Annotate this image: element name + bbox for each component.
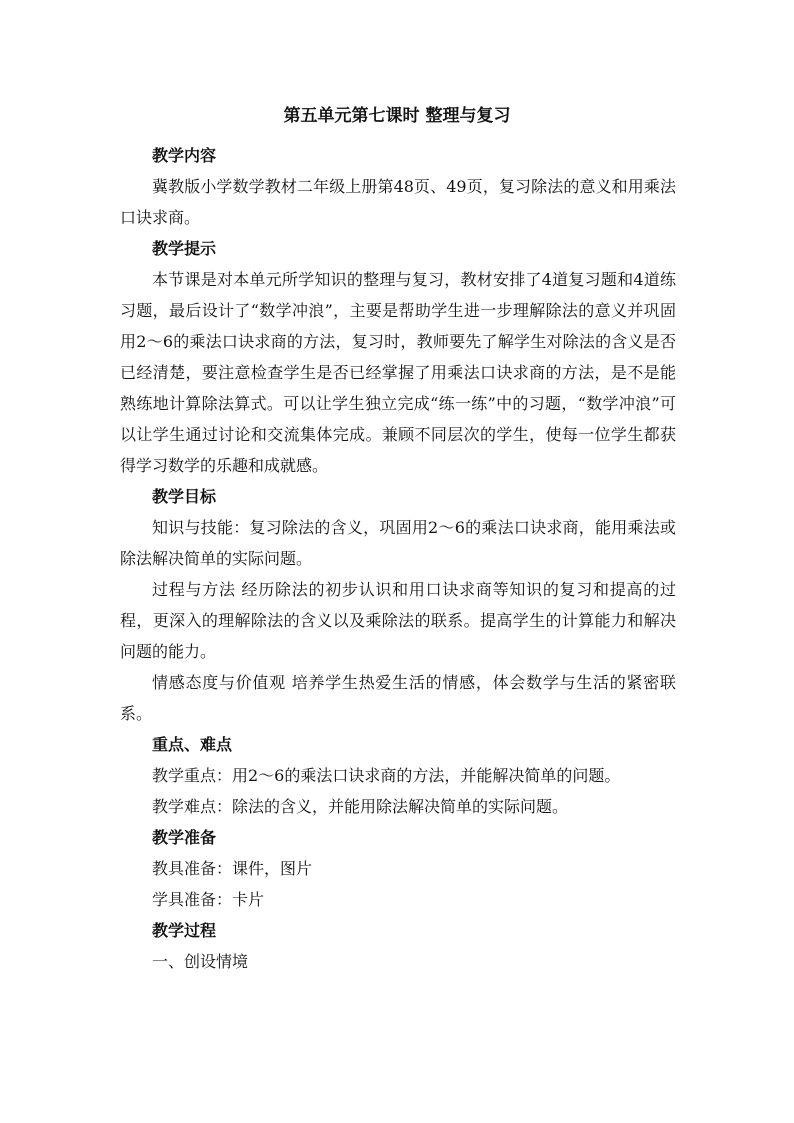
section-heading-process: 教学过程 [152,921,217,940]
student-prep-line: 学具准备：卡片 [152,890,265,909]
process-step-1: 一、创设情境 [152,952,249,971]
difficult-point-line: 教学难点：除法的含义，并能用除法解决简单的实际问题。 [152,797,569,816]
section-heading-preparation: 教学准备 [152,828,217,847]
content-paragraph: 冀教版小学数学教材二年级上册第48页、49页，复习除法的意义和用乘法口诀求商。 [120,177,676,227]
hints-paragraph: 本节课是对本单元所学知识的整理与复习，教材安排了4道复习题和4道练习题，最后设计了“数学冲浪”，主要是帮助学生进一步理解除法的意义并巩固用2～6的乘法口诀求商的方法，复习时，教师要先了解学生对除法的含义是否已经清楚，要注意检查学生是否已经掌握了用乘法口诀求商的方法，是不是能熟练地计算除法算式。可以让学生独立完成“练一练”中的习题，“数学冲浪”可以让学生通过讨论和交流集体完成。兼顾不同层次的学生，使每一位学生都获得学习数学的乐趣和成就感。 [120,270,676,475]
goal-knowledge-paragraph: 知识与技能：复习除法的含义，巩固用2～6的乘法口诀求商，能用乘法或除法解决简单的实际问题。 [120,518,676,568]
document-body [120,140,676,977]
document-title: 第五单元第七课时 整理与复习 [283,106,511,126]
teacher-prep-line: 教具准备：课件，图片 [152,859,313,878]
section-heading-hints: 教学提示 [152,239,217,258]
key-point-line: 教学重点：用2～6的乘法口诀求商的方法，并能解决简单的问题。 [152,766,621,785]
goal-process-paragraph: 过程与方法 经历除法的初步认识和用口诀求商等知识的复习和提高的过程，更深入的理解除法的含义以及乘除法的联系。提高学生的计算能力和解决问题的能力。 [120,580,676,661]
section-heading-key-points: 重点、难点 [152,735,233,754]
section-heading-goals: 教学目标 [152,487,217,506]
goal-emotion-paragraph: 情感态度与价值观 培养学生热爱生活的情感，体会数学与生活的紧密联系。 [120,673,676,723]
section-heading-content: 教学内容 [152,146,217,165]
